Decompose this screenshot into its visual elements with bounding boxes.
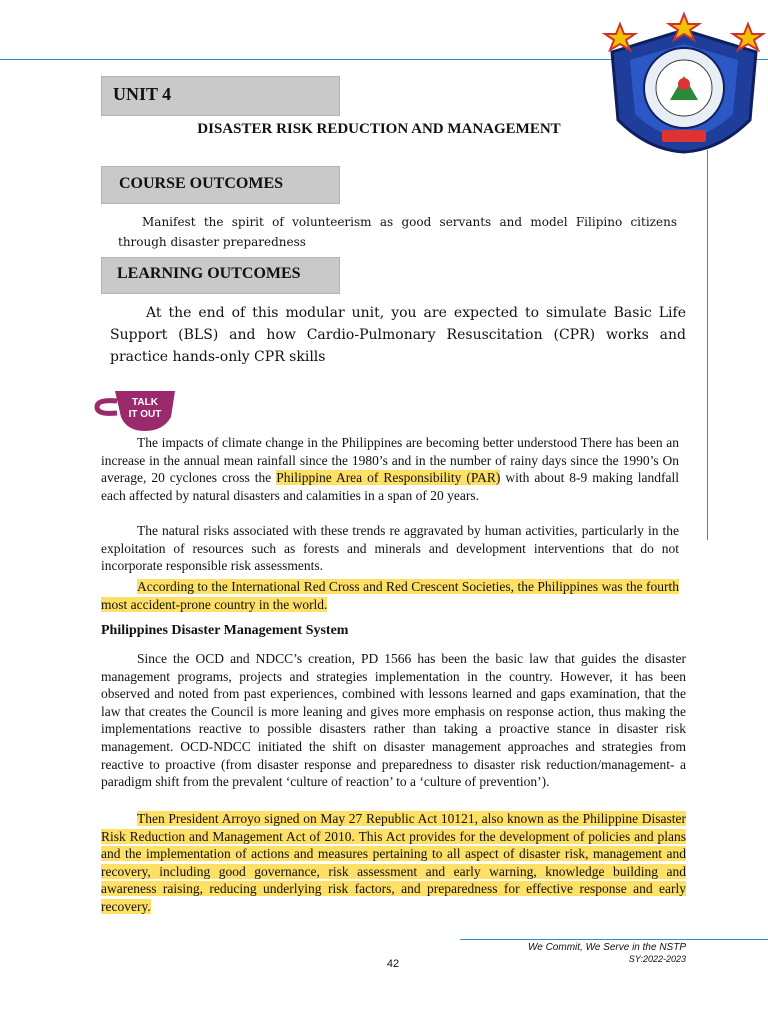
paragraph-red-cross [101, 578, 679, 613]
course-outcomes-heading: COURSE OUTCOMES [101, 166, 340, 204]
footer-rule [460, 939, 768, 940]
learning-outcomes-heading: LEARNING OUTCOMES [101, 257, 340, 294]
footer-school-year: SY:2022-2023 [628, 954, 686, 964]
unit-title: DISASTER RISK REDUCTION AND MANAGEMENT [197, 121, 561, 137]
paragraph-pd1566: Since the OCD and NDCC’s creation, PD 1566 has been the basic law that guides the disaster management programs, projects and strategies implementation in the country. However, it has been observed and noted from past experiences, combined with lessons learned and gaps examination, that the law that creates the Council is more leaning and gives more emphasis on response action, thus making the implementations reactive to possible disasters rather than taking a proactive stance in disaster risk management. OCD-NDCC initiated the shift on disaster management approaches and strategies from reactive to proactive (from disaster response and preparedness to disaster risk reduction/management- a paradigm shift from the prevalent ‘culture of reaction’ to a ‘culture of prevention’). [101, 651, 686, 790]
section-heading: Philippines Disaster Management System [101, 623, 349, 638]
talk-icon-line2: IT OUT [128, 409, 162, 420]
highlight-par: Philippine Area of Responsibility (PAR) [276, 470, 501, 486]
footer-motto: We Commit, We Serve in the NSTP [527, 942, 686, 953]
paragraph-natural-risks: The natural risks associated with these trends re aggravated by human activities, particularly in the exploitation of resources such as forests and minerals and development interventions that do not incorporate responsible risk assessments. [101, 523, 679, 574]
page-number: 42 [386, 958, 400, 970]
learning-outcomes-text: At the end of this modular unit, you are expected to simulate Basic Life Support (BLS) and how Cardio-Pulmonary Resuscitation (CPR) works and practice hands-only CPR skills [110, 305, 686, 365]
unit-label: UNIT 4 [101, 76, 340, 116]
side-rule [707, 150, 708, 540]
talk-it-out-icon [93, 387, 177, 433]
highlight-ra10121: Then President Arroyo signed on May 27 Republic Act 10121, also known as the Philippine Disaster Risk Reduction and Management Act of 2010. This Act provides for the development of policies and plans and the implementation of actions and measures pertaining to all aspect of disaster risk, management and recovery, including good governance, risk assessment and early warning, knowledge building and awareness raising, reducing underlying risk factors, and preparedness for effective response and early recovery. [101, 811, 686, 914]
talk-icon-line1: TALK [132, 397, 158, 408]
paragraph-ra10121 [101, 810, 686, 916]
paragraph-climate: The impacts of climate change in the Philippines are becoming better understood There has been an increase in the annual mean rainfall since the 1980’s and in the number of rainy days since the 1990’s On average, 20 cyclones cross the Philippine Area of Responsibility (PAR) with about 8-9 making landfall each affected by natural disasters and calamities in a span of 20 years. [101, 435, 679, 503]
course-outcomes-text: Manifest the spirit of volunteerism as good servants and model Filipino citizens through disaster preparedness [118, 215, 677, 249]
highlight-red-cross: According to the International Red Cross and Red Crescent Societies, the Philippines was the fourth most accident-prone country in the world. [101, 579, 679, 612]
